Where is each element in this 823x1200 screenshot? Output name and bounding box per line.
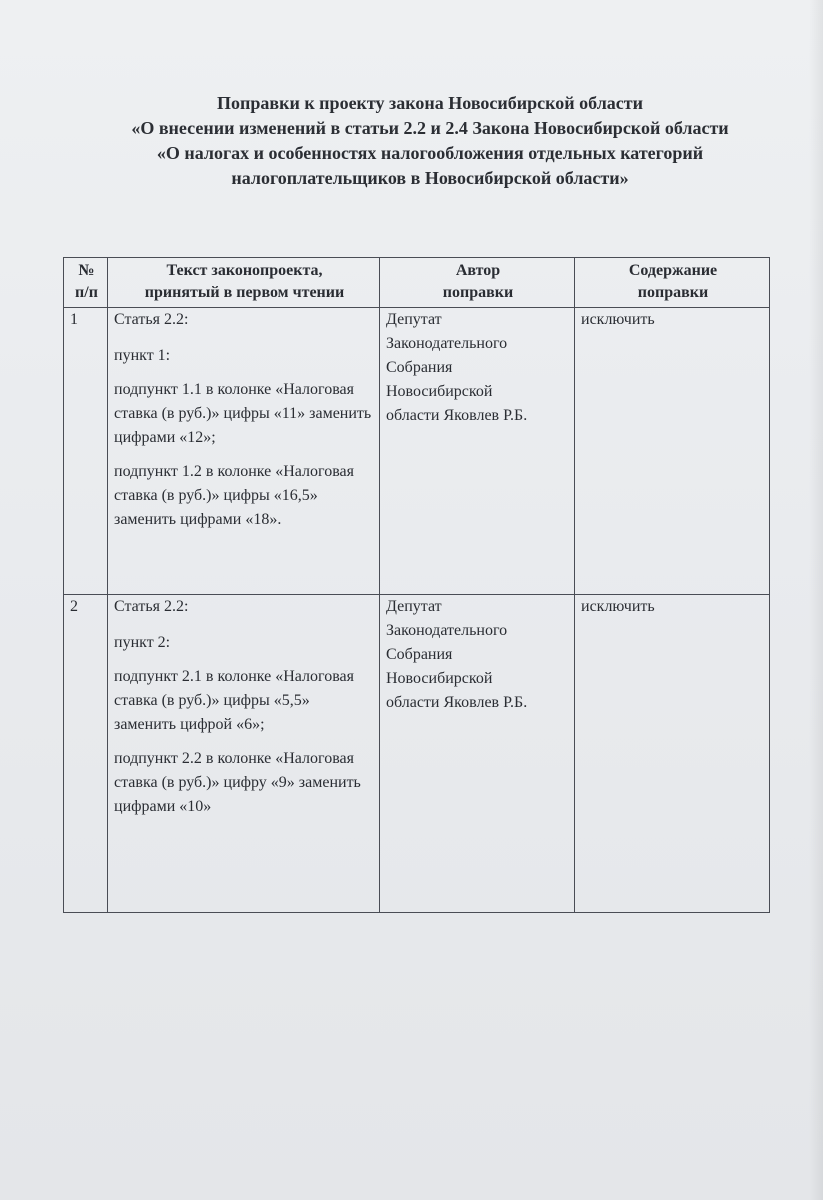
header-bill-text: Текст законопроекта, принятый в первом чтении <box>108 258 380 308</box>
title-line: Поправки к проекту закона Новосибирской области <box>216 93 644 113</box>
article-label: Статья 2.2: <box>114 311 189 328</box>
point-label: пункт 1: <box>114 347 171 364</box>
subpoint-text: подпункт 2.2 в колонке «Налоговая ставка (в руб.)» цифру «9» заменить цифрами «10» <box>114 750 361 815</box>
title-line: налогоплательщиков в Новосибирской области» <box>231 168 629 188</box>
subpoint-text: подпункт 1.1 в колонке «Налоговая ставка (в руб.)» цифры «11» заменить цифрами «12»; <box>114 381 372 446</box>
row-number: 2 <box>64 595 108 913</box>
header-content: Содержание поправки <box>575 258 770 308</box>
table-header-row <box>64 258 770 308</box>
author-cell: Депутат Законодательного Собрания Новосибирской области Яковлев Р.Б. <box>380 595 575 913</box>
content-cell: исключить <box>575 595 770 913</box>
amendments-table <box>63 257 770 913</box>
header-number: № п/п <box>64 258 108 308</box>
article-label: Статья 2.2: <box>114 598 189 615</box>
bill-text-cell <box>108 308 380 595</box>
title-line: «О налогах и особенностях налогообложения отдельных категорий <box>156 143 704 163</box>
table-row <box>64 595 770 913</box>
bill-text-cell <box>108 595 380 913</box>
row-number: 1 <box>64 308 108 595</box>
table-row <box>64 308 770 595</box>
point-label: пункт 2: <box>114 634 171 651</box>
document-title <box>60 91 800 191</box>
subpoint-text: подпункт 2.1 в колонке «Налоговая ставка (в руб.)» цифры «5,5» заменить цифрой «6»; <box>114 668 354 733</box>
content-cell: исключить <box>575 308 770 595</box>
header-author: Автор поправки <box>380 258 575 308</box>
author-cell: Депутат Законодательного Собрания Новосибирской области Яковлев Р.Б. <box>380 308 575 595</box>
subpoint-text: подпункт 1.2 в колонке «Налоговая ставка (в руб.)» цифры «16,5» заменить цифрами «18». <box>114 463 354 528</box>
title-line: «О внесении изменений в статьи 2.2 и 2.4 Закона Новосибирской области <box>131 118 729 138</box>
